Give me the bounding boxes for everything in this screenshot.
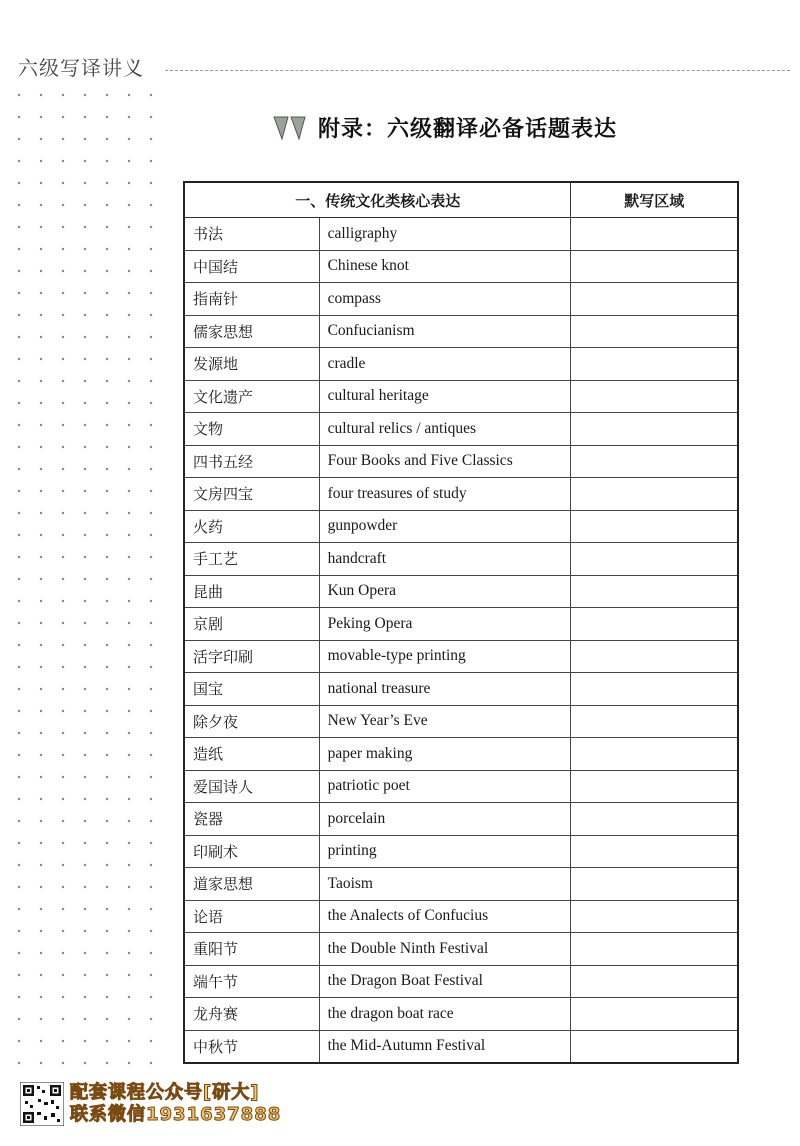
english-term: Peking Opera [319,608,571,641]
dictation-cell[interactable] [571,543,738,576]
chinese-term: 龙舟赛 [184,998,319,1031]
english-term: Four Books and Five Classics [319,445,571,478]
dictation-cell[interactable] [571,478,738,511]
chinese-term: 国宝 [184,673,319,706]
dictation-cell[interactable] [571,283,738,316]
chinese-term: 论语 [184,900,319,933]
dictation-cell[interactable] [571,640,738,673]
chinese-term: 手工艺 [184,543,319,576]
table-row [184,705,738,738]
dictation-cell[interactable] [571,933,738,966]
dictation-cell[interactable] [571,250,738,283]
chinese-term: 指南针 [184,283,319,316]
table-row [184,543,738,576]
chinese-term: 印刷术 [184,835,319,868]
chinese-term: 京剧 [184,608,319,641]
dictation-cell[interactable] [571,413,738,446]
table-row [184,608,738,641]
english-term: handcraft [319,543,571,576]
table-row [184,445,738,478]
dictation-cell[interactable] [571,1030,738,1063]
english-term: movable-type printing [319,640,571,673]
english-term: porcelain [319,803,571,836]
dictation-cell[interactable] [571,770,738,803]
dot-grid-margin [0,80,170,1080]
dictation-cell[interactable] [571,868,738,901]
table-row [184,673,738,706]
english-term: the Dragon Boat Festival [319,965,571,998]
chinese-term: 活字印刷 [184,640,319,673]
english-term: gunpowder [319,510,571,543]
dictation-cell[interactable] [571,380,738,413]
running-header: 六级写译讲义 [18,56,144,80]
table-row [184,348,738,381]
table-row [184,640,738,673]
dictation-cell[interactable] [571,445,738,478]
table-row [184,835,738,868]
qr-code-icon [20,1082,64,1126]
chinese-term: 爱国诗人 [184,770,319,803]
table-row [184,218,738,251]
dictation-cell[interactable] [571,835,738,868]
english-term: compass [319,283,571,316]
english-term: paper making [319,738,571,771]
chinese-term: 文物 [184,413,319,446]
table-row [184,1030,738,1063]
table-row [184,510,738,543]
table-row [184,283,738,316]
english-term: the Double Ninth Festival [319,933,571,966]
dictation-cell[interactable] [571,998,738,1031]
dictation-cell[interactable] [571,738,738,771]
english-term: patriotic poet [319,770,571,803]
double-chevron-icon [272,114,312,142]
section-header: 一、传统文化类核心表达 [184,182,571,218]
chinese-term: 书法 [184,218,319,251]
english-term: Chinese knot [319,250,571,283]
dictation-cell[interactable] [571,900,738,933]
table-row [184,868,738,901]
chinese-term: 火药 [184,510,319,543]
english-term: calligraphy [319,218,571,251]
english-term: printing [319,835,571,868]
chinese-term: 文化遗产 [184,380,319,413]
table-row [184,575,738,608]
dictation-cell[interactable] [571,673,738,706]
dictation-cell[interactable] [571,575,738,608]
english-term: Kun Opera [319,575,571,608]
page-title: 附录：六级翻译必备话题表达 [318,116,618,142]
table-row [184,933,738,966]
vocab-table [183,181,739,1064]
chinese-term: 发源地 [184,348,319,381]
table-row [184,738,738,771]
vocab-table-body [184,218,738,1064]
english-term: national treasure [319,673,571,706]
dictation-cell[interactable] [571,315,738,348]
table-row [184,413,738,446]
english-term: the Analects of Confucius [319,900,571,933]
english-term: the dragon boat race [319,998,571,1031]
chinese-term: 瓷器 [184,803,319,836]
table-row [184,315,738,348]
table-row [184,998,738,1031]
english-term: New Year’s Eve [319,705,571,738]
english-term: cultural relics / antiques [319,413,571,446]
table-row [184,380,738,413]
english-term: four treasures of study [319,478,571,511]
dictation-cell[interactable] [571,965,738,998]
chinese-term: 道家思想 [184,868,319,901]
table-row [184,900,738,933]
dictation-cell[interactable] [571,510,738,543]
title-block [272,112,617,143]
table-header-row [184,182,738,218]
dictation-cell[interactable] [571,705,738,738]
english-term: Taoism [319,868,571,901]
english-term: the Mid-Autumn Festival [319,1030,571,1063]
chinese-term: 儒家思想 [184,315,319,348]
chinese-term: 重阳节 [184,933,319,966]
table-row [184,803,738,836]
table-row [184,250,738,283]
dictation-cell[interactable] [571,608,738,641]
promo-line-1: 配套课程公众号[研大] [70,1082,260,1103]
chinese-term: 除夕夜 [184,705,319,738]
chinese-term: 造纸 [184,738,319,771]
table-row [184,478,738,511]
chinese-term: 昆曲 [184,575,319,608]
chinese-term: 中秋节 [184,1030,319,1063]
english-term: cultural heritage [319,380,571,413]
header-dashed-rule [165,70,790,71]
english-term: cradle [319,348,571,381]
dictation-cell[interactable] [571,803,738,836]
table-row [184,965,738,998]
promo-line-2: 联系微信1931637888 [70,1104,282,1125]
dictation-cell[interactable] [571,218,738,251]
english-term: Confucianism [319,315,571,348]
table-row [184,770,738,803]
promo-text-block [70,1082,281,1126]
dictation-cell[interactable] [571,348,738,381]
chinese-term: 四书五经 [184,445,319,478]
footer-promo [20,1082,281,1126]
dictation-header: 默写区域 [571,182,738,218]
chinese-term: 端午节 [184,965,319,998]
chinese-term: 中国结 [184,250,319,283]
chinese-term: 文房四宝 [184,478,319,511]
